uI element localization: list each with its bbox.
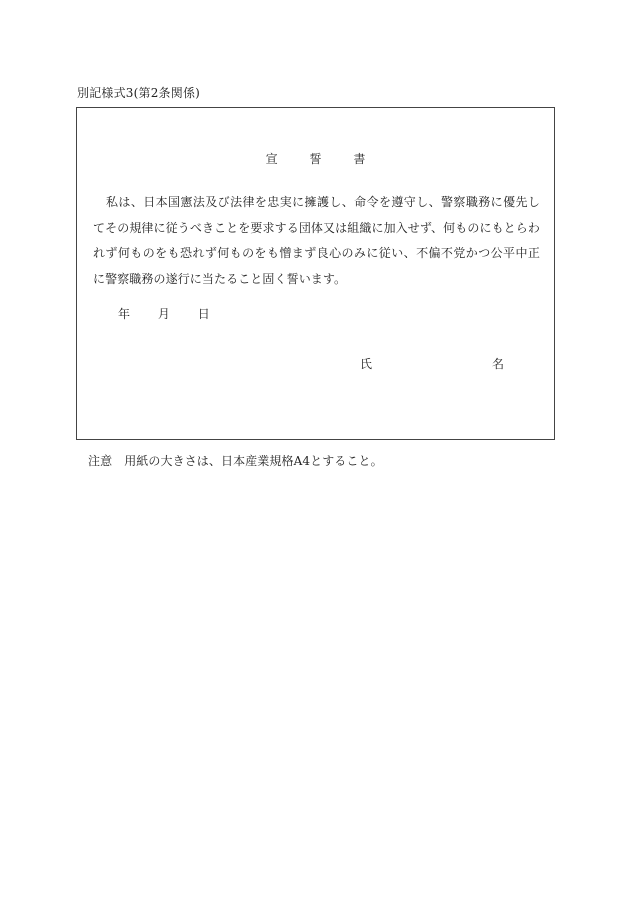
date-day-label: 日: [197, 307, 210, 321]
title-char-3: 書: [353, 152, 366, 166]
title-char-1: 宣: [265, 152, 278, 166]
oath-body: 私は、日本国憲法及び法律を忠実に擁護し、命令を遵守し、警察職務に優先してその規律に従うべきことを要求する団体又は組織に加入せず、何ものにもとらわれず何ものをも恐れず何ものをも憎まず良心のみに従い、不偏不党かつ公平中正に警察職務の遂行に当たること固く誓います。: [93, 195, 540, 286]
date-year-label: 年: [118, 307, 131, 321]
signature-given-name-label: 名: [492, 357, 505, 371]
title-char-2: 誓: [309, 152, 322, 166]
note-text: 用紙の大きさは、日本産業規格A4とすること。: [124, 454, 383, 468]
oath-frame: [76, 107, 555, 440]
document-title: [77, 150, 554, 167]
note: [88, 452, 383, 469]
form-label: 別記様式3(第2条関係): [77, 86, 201, 100]
note-heading: 注意: [88, 454, 113, 468]
date-line: [118, 305, 210, 322]
date-month-label: 月: [157, 307, 170, 321]
signature-surname-label: 氏: [360, 357, 373, 371]
